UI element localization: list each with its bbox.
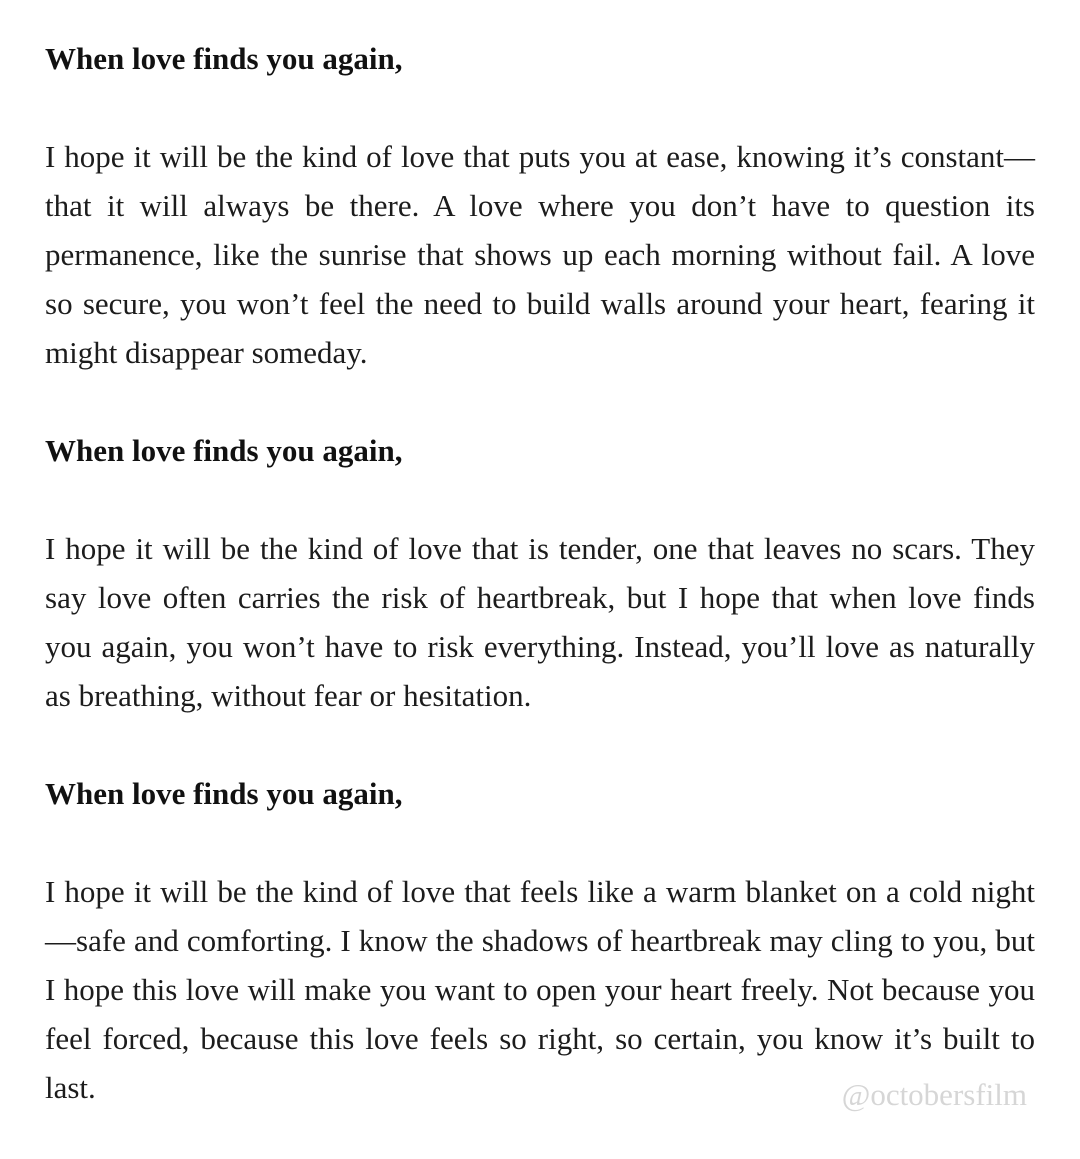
poem-text	[45, 34, 1035, 1112]
section-paragraph-3: I hope it will be the kind of love that feels like a warm blanket on a cold night—safe and comforting. I know the shadows of heartbreak may cling to you, but I hope this love will make you want to open your heart freely. Not because you feel forced, because this love feels so right, so certain, you know it’s built to last.	[45, 874, 1035, 1105]
spacer	[45, 818, 1035, 867]
section-paragraph-1: I hope it will be the kind of love that puts you at ease, knowing it’s constant—that it will always be there. A love where you don’t have to question its permanence, like the sunrise that shows up each morning without fail. A love so secure, you won’t feel the need to build walls around your heart, fearing it might disappear someday.	[45, 139, 1035, 370]
spacer	[45, 720, 1035, 769]
section-heading-1: When love finds you again,	[45, 41, 403, 76]
spacer	[45, 83, 1035, 132]
spacer	[45, 377, 1035, 426]
section-paragraph-2: I hope it will be the kind of love that is tender, one that leaves no scars. They say love often carries the risk of heartbreak, but I hope that when love finds you again, you won’t have to risk everything. Instead, you’ll love as naturally as breathing, without fear or hesitation.	[45, 531, 1035, 713]
watermark-handle: @octobersfilm	[841, 1077, 1027, 1112]
section-heading-3: When love finds you again,	[45, 776, 403, 811]
section-heading-2: When love finds you again,	[45, 433, 403, 468]
spacer	[45, 475, 1035, 524]
